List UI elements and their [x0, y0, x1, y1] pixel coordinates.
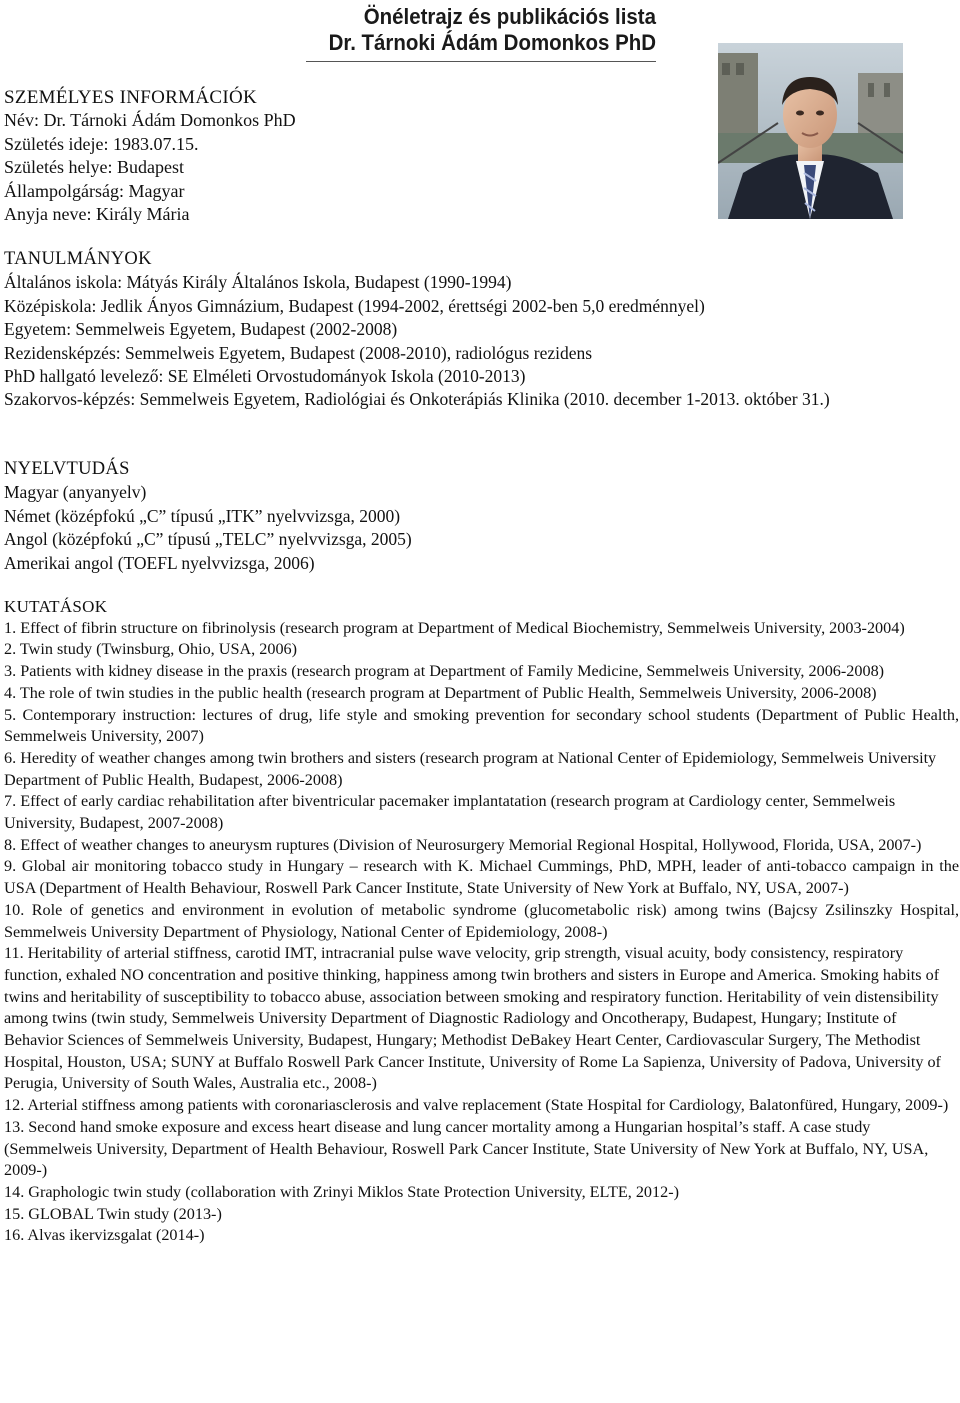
- personal-line-birthplace: Születés helye: Budapest: [4, 157, 184, 178]
- document-header: [0, 4, 656, 56]
- author-name: Dr. Tárnoki Ádám Domonkos PhD: [328, 30, 656, 55]
- research-item: 4. The role of twin studies in the public health (research program at Department of Public Health, Semmelweis University, 2006-2008): [4, 683, 877, 702]
- education-line-elementary: Általános iskola: Mátyás Király Általános Iskola, Budapest (1990-1994): [4, 272, 512, 293]
- languages-section: [4, 458, 959, 575]
- personal-line-citizenship: Állampolgárság: Magyar: [4, 180, 185, 201]
- personal-line-name: Név: Dr. Tárnoki Ádám Domonkos PhD: [4, 110, 296, 131]
- research-item: 6. Heredity of weather changes among twin brothers and sisters (research program at National Center of Epidemiology, Semmelweis University Department of Public Health, Budapest, 2006-2008): [4, 748, 937, 789]
- research-item: 14. Graphologic twin study (collaboration with Zrinyi Miklos State Protection University, ELTE, 2012-): [4, 1182, 679, 1201]
- language-line: Amerikai angol (TOEFL nyelvvizsga, 2006): [4, 552, 315, 573]
- research-item: 7. Effect of early cardiac rehabilitation after biventricular pacemaker implantatation (research program at Cardiology center, Semmelweis University, Budapest, 2007-2008): [4, 792, 896, 833]
- research-item: 1. Effect of fibrin structure on fibrinolysis (research program at Department of Medical Biochemistry, Semmelweis University, 2003-2004): [4, 618, 905, 637]
- education-line-residency: Rezidensképzés: Semmelweis Egyetem, Budapest (2008-2010), radiológus rezidens: [4, 342, 593, 363]
- portrait-photo: [718, 43, 903, 219]
- research-item: 12. Arterial stiffness among patients with coronariasclerosis and valve replacement (State Hospital for Cardiology, Balatonfüred, Hungary, 2009-): [4, 1096, 949, 1115]
- section-heading-personal: SZEMÉLYES INFORMÁCIÓK: [4, 87, 257, 108]
- section-heading-research: KUTATÁSOK: [4, 597, 108, 616]
- research-section: [4, 596, 959, 1247]
- research-item: 8. Effect of weather changes to aneurysm ruptures (Division of Neurosurgery Memorial Regional Hospital, Hollywood, Florida, USA, 2007-): [4, 835, 922, 854]
- research-item: 16. Alvas ikervizsgalat (2014-): [4, 1226, 205, 1245]
- research-item: 5. Contemporary instruction: lectures of drug, life style and smoking prevention for secondary school students (Department of Public Health, Semmelweis University, 2007): [4, 705, 959, 746]
- research-item: 13. Second hand smoke exposure and excess heart disease and lung cancer mortality among a Hungarian hospital’s staff. A case study (Semmelweis University, Department of Health Behaviour, Roswell Park Cancer Institute, State University of New York at Buffalo, NY, USA, 2009-): [4, 1117, 929, 1180]
- header-underline: [306, 61, 656, 62]
- education-line-specialist: Szakorvos-képzés: Semmelweis Egyetem, Radiológiai és Onkoterápiás Klinika (2010. december 1-2013. október 31.): [4, 389, 830, 410]
- research-item: 2. Twin study (Twinsburg, Ohio, USA, 2006): [4, 640, 298, 659]
- personal-line-mother: Anyja neve: Király Mária: [4, 204, 190, 225]
- research-item: 10. Role of genetics and environment in evolution of metabolic syndrome (glucometabolic risk) among twins (Bajcsy Zsilinszky Hospital, Semmelweis University Department of Physiology, National Center of Epidemiology, 2008-): [4, 900, 959, 941]
- section-heading-languages: NYELVTUDÁS: [4, 459, 130, 479]
- education-line-phd: PhD hallgató levelező: SE Elméleti Orvostudományok Iskola (2010-2013): [4, 366, 526, 387]
- language-line: Magyar (anyanyelv): [4, 482, 147, 503]
- document-title: Önéletrajz és publikációs lista: [363, 4, 656, 29]
- education-line-secondary: Középiskola: Jedlik Ányos Gimnázium, Budapest (1994-2002, érettségi 2002-ben 5,0 eredménnyel): [4, 295, 705, 316]
- research-item: 11. Heritability of arterial stiffness, carotid IMT, intracranial pulse wave velocity, grip strength, visual acuity, body consistency, respiratory function, exhaled NO concentration and positive thinking, happiness among twin brothers and sisters in Europe and America. Smoking habits of twins and heritability of susceptibility to tobacco abuse, association between smoking and respiratory function. Heritability of vein distensibility among twins (twin study, Semmelweis University Department of Diagnostic Radiology and Oncotherapy, Budapest, Hungary; Institute of Behavior Sciences of Semmelweis University, Budapest, Hungary; Methodist DeBakey Heart Center, Cardiovascular Surgery, The Methodist Hospital, Houston, USA; SUNY at Buffalo Roswell Park Cancer Institute, University of Rome La Sapienza, University of Padova, University of Perugia, University of South Wales, Australia etc., 2008-): [4, 944, 941, 1093]
- section-heading-education: TANULMÁNYOK: [4, 249, 152, 269]
- personal-line-birthdate: Születés ideje: 1983.07.15.: [4, 133, 199, 154]
- personal-info-section: [4, 86, 296, 226]
- language-line: Német (középfokú „C” típusú „ITK” nyelvvizsga, 2000): [4, 505, 401, 526]
- education-line-university: Egyetem: Semmelweis Egyetem, Budapest (2002-2008): [4, 319, 398, 340]
- language-line: Angol (középfokú „C” típusú „TELC” nyelvvizsga, 2005): [4, 529, 412, 550]
- research-item: 3. Patients with kidney disease in the praxis (research program at Department of Family Medicine, Semmelweis University, 2006-2008): [4, 662, 885, 681]
- education-section: [4, 248, 959, 412]
- research-item: 15. GLOBAL Twin study (2013-): [4, 1204, 222, 1223]
- research-item: 9. Global air monitoring tobacco study in Hungary – research with K. Michael Cummings, PhD, MPH, leader of anti-tobacco campaign in the USA (Department of Health Behaviour, Roswell Park Cancer Institute, State University of New York at Buffalo, NY, USA, 2007-): [4, 857, 959, 898]
